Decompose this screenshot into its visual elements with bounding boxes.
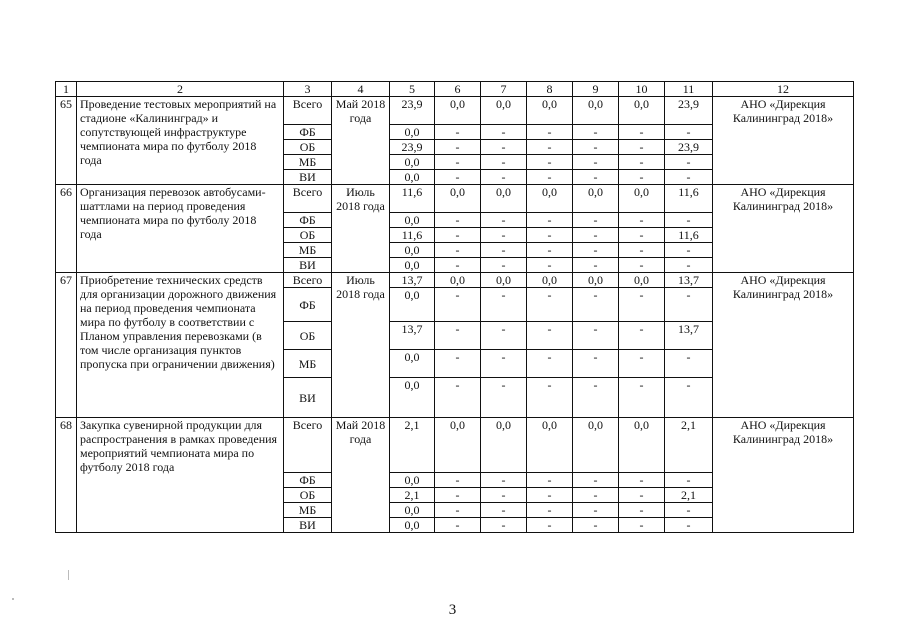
value-cell: - [665,350,713,378]
value-cell: - [665,503,713,518]
value-cell: - [527,155,573,170]
value-cell: 0,0 [390,518,435,533]
value-cell: - [481,473,527,488]
value-cell: - [435,125,481,140]
value-cell: 0,0 [481,418,527,473]
value-cell: - [619,140,665,155]
value-cell: - [527,228,573,243]
funding-source: МБ [284,243,332,258]
value-cell: - [573,288,619,322]
table-row [56,185,854,213]
value-cell: - [435,170,481,185]
value-cell: 0,0 [390,125,435,140]
column-header: 1 [56,82,77,97]
value-cell: - [527,213,573,228]
value-cell: - [435,473,481,488]
value-cell: 0,0 [390,258,435,273]
value-cell: - [619,228,665,243]
value-cell: - [527,140,573,155]
scan-artifact [12,598,14,600]
funding-source: ВИ [284,258,332,273]
responsible-organization: АНО «Дирекция Калининград 2018» [713,273,854,418]
value-cell: 0,0 [573,418,619,473]
value-cell: 0,0 [573,97,619,125]
value-cell: - [481,213,527,228]
funding-source: МБ [284,503,332,518]
value-cell: - [665,170,713,185]
value-cell: - [573,213,619,228]
value-cell: - [481,125,527,140]
value-cell: - [527,258,573,273]
measure-description: Проведение тестовых мероприятий на стадионе «Калининград» и сопутствующей инфраструктуре чемпионата мира по футболу 2018 года [77,97,284,185]
value-cell: 0,0 [527,273,573,288]
column-header: 8 [527,82,573,97]
value-cell: - [435,503,481,518]
value-cell: 0,0 [619,418,665,473]
value-cell: - [665,125,713,140]
value-cell: 0,0 [390,503,435,518]
value-cell: - [481,503,527,518]
value-cell: - [527,473,573,488]
value-cell: - [481,140,527,155]
value-cell: - [573,518,619,533]
responsible-organization: АНО «Дирекция Калининград 2018» [713,97,854,185]
value-cell: - [527,503,573,518]
value-cell: 23,9 [665,97,713,125]
value-cell: - [481,288,527,322]
value-cell: - [435,378,481,418]
funding-source: ВИ [284,378,332,418]
column-header: 2 [77,82,284,97]
value-cell: - [435,322,481,350]
value-cell: 0,0 [619,97,665,125]
value-cell: 13,7 [665,273,713,288]
value-cell: 11,6 [665,228,713,243]
value-cell: 0,0 [390,243,435,258]
value-cell: - [435,488,481,503]
value-cell: 2,1 [665,488,713,503]
value-cell: - [481,243,527,258]
value-cell: - [573,503,619,518]
value-cell: - [435,288,481,322]
value-cell: - [481,378,527,418]
value-cell: - [619,473,665,488]
value-cell: - [573,378,619,418]
value-cell: - [573,473,619,488]
value-cell: - [665,378,713,418]
row-number: 66 [56,185,77,273]
value-cell: - [527,125,573,140]
value-cell: - [573,140,619,155]
value-cell: 23,9 [390,140,435,155]
value-cell: - [573,228,619,243]
value-cell: - [619,378,665,418]
value-cell: - [619,243,665,258]
measure-description: Приобретение технических средств для организации дорожного движения на период проведения чемпионата мира по футболу в соответствии с Планом управления перевозками (в том числе организация пунктов пропуска при ограничении движения) [77,273,284,418]
value-cell: - [527,518,573,533]
value-cell: - [435,140,481,155]
column-header: 9 [573,82,619,97]
value-cell: 11,6 [665,185,713,213]
value-cell: 0,0 [435,97,481,125]
measures-table [55,81,854,533]
value-cell: - [573,243,619,258]
value-cell: - [619,350,665,378]
value-cell: - [573,488,619,503]
funding-source: ОБ [284,488,332,503]
page-number: 3 [448,602,457,618]
value-cell: - [619,488,665,503]
column-header: 4 [332,82,390,97]
value-cell: - [619,155,665,170]
value-cell: 0,0 [573,273,619,288]
funding-source: ОБ [284,322,332,350]
value-cell: - [435,350,481,378]
responsible-organization: АНО «Дирекция Калининград 2018» [713,418,854,533]
value-cell: - [665,243,713,258]
value-cell: - [435,228,481,243]
scan-artifact [68,570,69,580]
value-cell: 0,0 [527,97,573,125]
value-cell: - [619,518,665,533]
funding-source: ФБ [284,213,332,228]
value-cell: - [665,288,713,322]
value-cell: - [573,170,619,185]
value-cell: - [573,155,619,170]
funding-source: ВИ [284,170,332,185]
table-body [56,82,854,533]
value-cell: 0,0 [435,418,481,473]
column-header: 12 [713,82,854,97]
value-cell: - [665,258,713,273]
funding-source: ФБ [284,288,332,322]
value-cell: 0,0 [390,378,435,418]
value-cell: - [481,322,527,350]
value-cell: - [527,288,573,322]
funding-source: Всего [284,418,332,473]
value-cell: 13,7 [665,322,713,350]
column-header: 10 [619,82,665,97]
value-cell: 0,0 [527,185,573,213]
funding-source: Всего [284,273,332,288]
value-cell: - [435,155,481,170]
value-cell: - [435,518,481,533]
funding-source: МБ [284,350,332,378]
column-header: 5 [390,82,435,97]
value-cell: - [527,243,573,258]
value-cell: - [527,378,573,418]
value-cell: - [665,518,713,533]
value-cell: 0,0 [573,185,619,213]
row-number: 68 [56,418,77,533]
value-cell: - [619,170,665,185]
schedule: Июль 2018 года [332,273,390,418]
value-cell: - [481,170,527,185]
value-cell: - [619,213,665,228]
value-cell: 0,0 [435,185,481,213]
value-cell: - [619,125,665,140]
funding-source: Всего [284,97,332,125]
value-cell: - [665,473,713,488]
value-cell: - [435,213,481,228]
column-header: 3 [284,82,332,97]
column-header: 11 [665,82,713,97]
value-cell: 23,9 [665,140,713,155]
responsible-organization: АНО «Дирекция Калининград 2018» [713,185,854,273]
value-cell: - [573,322,619,350]
value-cell: - [527,350,573,378]
value-cell: 0,0 [481,273,527,288]
funding-source: ОБ [284,140,332,155]
value-cell: - [573,125,619,140]
funding-source: ФБ [284,473,332,488]
value-cell: - [481,488,527,503]
funding-source: ФБ [284,125,332,140]
value-cell: - [573,350,619,378]
value-cell: 0,0 [481,97,527,125]
value-cell: 13,7 [390,273,435,288]
value-cell: 11,6 [390,185,435,213]
value-cell: 0,0 [390,473,435,488]
value-cell: 0,0 [481,185,527,213]
value-cell: 2,1 [390,488,435,503]
value-cell: 2,1 [390,418,435,473]
schedule: Май 2018 года [332,97,390,185]
row-number: 65 [56,97,77,185]
value-cell: - [619,503,665,518]
value-cell: 23,9 [390,97,435,125]
value-cell: - [481,518,527,533]
funding-source: ВИ [284,518,332,533]
column-header: 7 [481,82,527,97]
column-header-row [56,82,854,97]
value-cell: 0,0 [390,170,435,185]
value-cell: - [481,228,527,243]
value-cell: 11,6 [390,228,435,243]
funding-source: Всего [284,185,332,213]
value-cell: 0,0 [390,213,435,228]
value-cell: 0,0 [435,273,481,288]
value-cell: - [481,155,527,170]
funding-source: ОБ [284,228,332,243]
value-cell: 0,0 [527,418,573,473]
table-row [56,418,854,473]
funding-source: МБ [284,155,332,170]
value-cell: - [527,170,573,185]
value-cell: 0,0 [390,155,435,170]
value-cell: - [481,350,527,378]
value-cell: - [619,258,665,273]
value-cell: 0,0 [390,350,435,378]
table-row [56,97,854,125]
column-header: 6 [435,82,481,97]
value-cell: - [665,213,713,228]
measure-description: Организация перевозок автобусами-шаттлами на период проведения чемпионата мира по футболу 2018 года [77,185,284,273]
value-cell: - [573,258,619,273]
measure-description: Закупка сувенирной продукции для распространения в рамках проведения мероприятий чемпионата мира по футболу 2018 года [77,418,284,533]
value-cell: - [665,155,713,170]
value-cell: - [527,488,573,503]
value-cell: 13,7 [390,322,435,350]
schedule: Июль 2018 года [332,185,390,273]
table-row [56,273,854,288]
value-cell: 0,0 [619,273,665,288]
value-cell: - [435,243,481,258]
value-cell: 2,1 [665,418,713,473]
value-cell: - [619,322,665,350]
value-cell: - [435,258,481,273]
value-cell: - [481,258,527,273]
schedule: Май 2018 года [332,418,390,533]
value-cell: 0,0 [619,185,665,213]
value-cell: 0,0 [390,288,435,322]
value-cell: - [527,322,573,350]
row-number: 67 [56,273,77,418]
value-cell: - [619,288,665,322]
